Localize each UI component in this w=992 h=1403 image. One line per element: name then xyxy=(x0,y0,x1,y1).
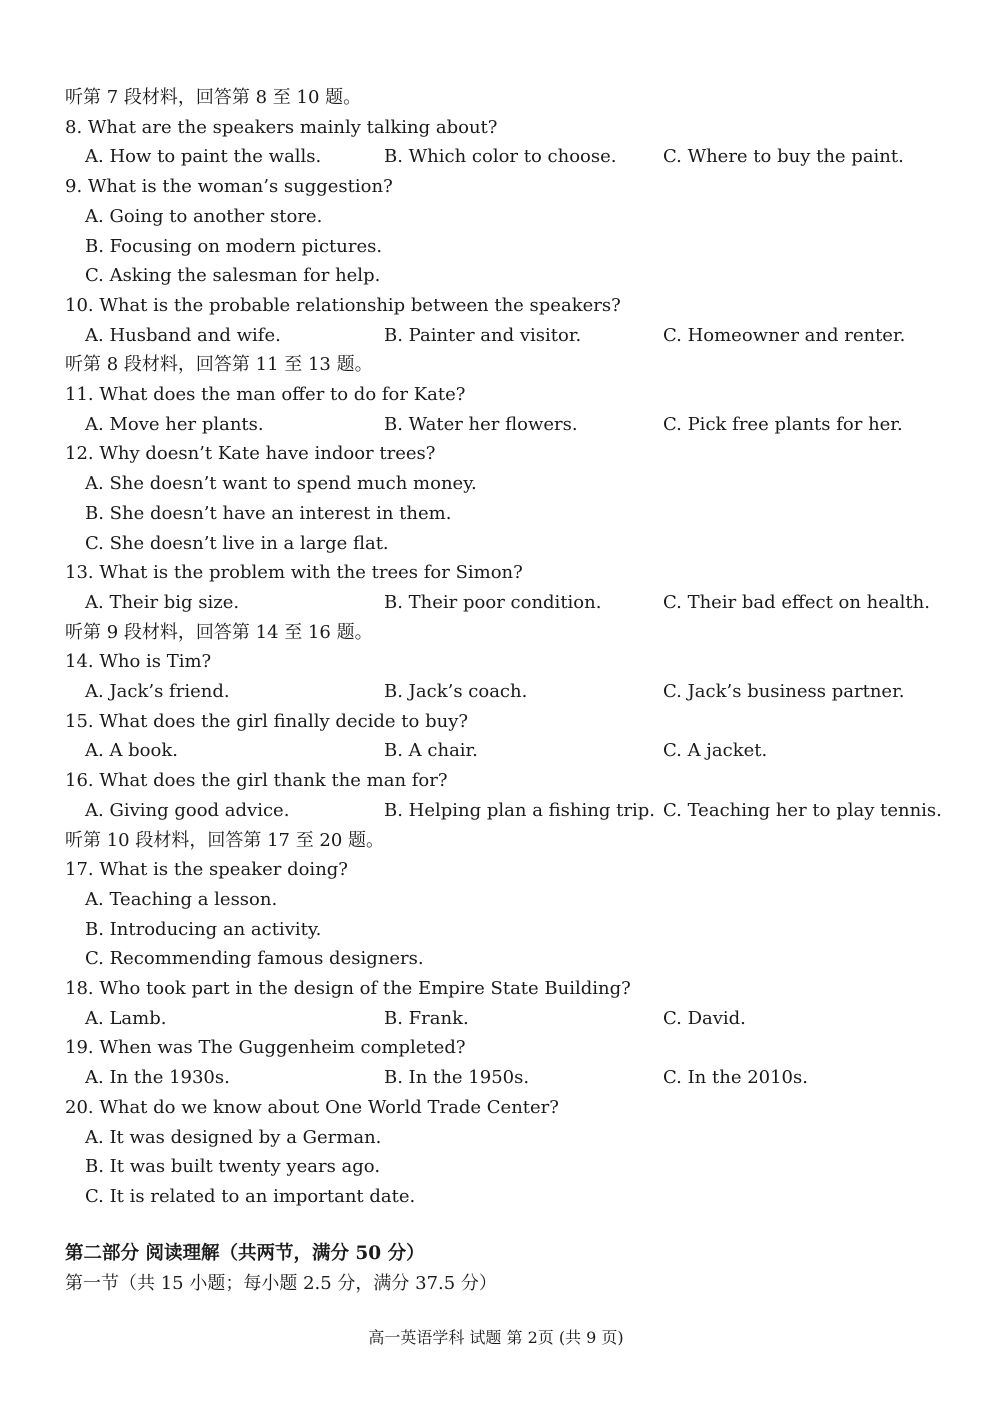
answer-option-c: C. Teaching her to play tennis. xyxy=(663,799,942,821)
answer-option-b: B. A chair. xyxy=(384,740,478,762)
page-footer: 高一英语学科 试题 第 2页 (共 9 页) xyxy=(368,1328,624,1347)
section-instruction: 听第 8 段材料，回答第 11 至 13 题。 xyxy=(65,354,373,376)
answer-option-b: B. Frank. xyxy=(384,1007,469,1029)
answer-option: C. She doesn’t live in a large flat. xyxy=(85,532,389,554)
question-text: 20. What do we know about One World Trade Center? xyxy=(65,1096,559,1118)
answer-option-c: C. Their bad effect on health. xyxy=(663,591,930,613)
question-text: 8. What are the speakers mainly talking about? xyxy=(65,116,498,138)
answer-option: A. Teaching a lesson. xyxy=(85,888,278,910)
answer-option-a: A. How to paint the walls. xyxy=(85,146,322,168)
answer-options-row xyxy=(85,588,965,618)
question-text: 19. When was The Guggenheim completed? xyxy=(65,1037,466,1059)
answer-option-b: B. Their poor condition. xyxy=(384,591,602,613)
answer-options-row xyxy=(85,677,965,707)
answer-option: C. Asking the salesman for help. xyxy=(85,265,381,287)
question-text: 15. What does the girl finally decide to buy? xyxy=(65,710,469,732)
answer-option-a: A. Giving good advice. xyxy=(85,799,290,821)
answer-option-a: A. Their big size. xyxy=(85,591,240,613)
answer-option-c: C. Jack’s business partner. xyxy=(663,681,905,702)
answer-option-c: C. In the 2010s. xyxy=(663,1067,808,1089)
question-text: 13. What is the problem with the trees for Simon? xyxy=(65,562,523,584)
question-text: 14. Who is Tim? xyxy=(65,651,212,673)
answer-option: B. It was built twenty years ago. xyxy=(85,1156,381,1178)
answer-option-c: C. Pick free plants for her. xyxy=(663,413,903,435)
section-instruction: 听第 7 段材料，回答第 8 至 10 题。 xyxy=(65,87,362,108)
answer-option: C. Recommending famous designers. xyxy=(85,948,424,970)
answer-option-a: A. A book. xyxy=(85,740,178,762)
answer-option-b: B. In the 1950s. xyxy=(384,1067,530,1089)
question-text: 10. What is the probable relationship between the speakers? xyxy=(65,294,621,316)
section-instruction: 听第 9 段材料，回答第 14 至 16 题。 xyxy=(65,621,373,643)
answer-option: B. Introducing an activity. xyxy=(85,918,322,940)
answer-option-c: C. A jacket. xyxy=(663,740,768,762)
answer-options-row xyxy=(85,321,965,351)
answer-option-b: B. Which color to choose. xyxy=(384,146,617,168)
answer-option-a: A. Husband and wife. xyxy=(85,324,281,346)
answer-options-row xyxy=(85,1004,965,1034)
question-text: 17. What is the speaker doing? xyxy=(65,859,348,881)
answer-options-row xyxy=(85,796,965,826)
answer-option: B. Focusing on modern pictures. xyxy=(85,235,383,257)
answer-option-c: C. Homeowner and renter. xyxy=(663,324,906,346)
question-text: 11. What does the man offer to do for Kate? xyxy=(65,384,466,405)
answer-option: C. It is related to an important date. xyxy=(85,1185,416,1207)
question-text: 16. What does the girl thank the man for? xyxy=(65,770,448,792)
answer-option-a: A. Lamb. xyxy=(85,1007,167,1029)
answer-options-row xyxy=(85,142,965,172)
answer-option-b: B. Painter and visitor. xyxy=(384,324,582,346)
section-one-instructions: 第一节（共 15 小题；每小题 2.5 分，满分 37.5 分） xyxy=(65,1273,497,1294)
answer-option-c: C. David. xyxy=(663,1007,746,1029)
answer-option: A. She doesn’t want to spend much money. xyxy=(85,473,477,495)
answer-option: A. Going to another store. xyxy=(85,205,323,227)
section-instruction: 听第 10 段材料，回答第 17 至 20 题。 xyxy=(65,829,385,851)
answer-option-c: C. Where to buy the paint. xyxy=(663,146,904,168)
answer-option: B. She doesn’t have an interest in them. xyxy=(85,502,452,524)
answer-option-a: A. Move her plants. xyxy=(85,413,264,435)
question-text: 9. What is the woman’s suggestion? xyxy=(65,176,393,198)
answer-option: A. It was designed by a German. xyxy=(85,1126,382,1148)
answer-options-row xyxy=(85,410,965,440)
answer-options-row xyxy=(85,736,965,766)
question-text: 18. Who took part in the design of the Empire State Building? xyxy=(65,978,631,999)
answer-option-a: A. Jack’s friend. xyxy=(85,681,230,702)
answer-options-row xyxy=(85,1063,965,1093)
question-text: 12. Why doesn’t Kate have indoor trees? xyxy=(65,443,436,465)
answer-option-b: B. Helping plan a fishing trip. xyxy=(384,799,655,821)
answer-option-b: B. Jack’s coach. xyxy=(384,681,528,702)
answer-option-a: A. In the 1930s. xyxy=(85,1067,230,1089)
answer-option-b: B. Water her flowers. xyxy=(384,413,578,435)
part-two-title: 第二部分 阅读理解（共两节，满分 50 分） xyxy=(65,1243,425,1264)
